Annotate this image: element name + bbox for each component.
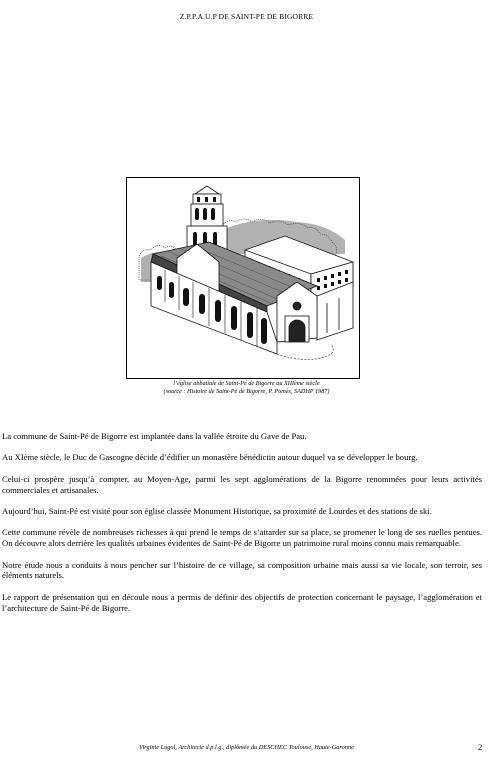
paragraph: Aujourd’hui, Saint-Pé est visité pour son église classée Monument Historique, sa proximité de Lourdes et des stations de ski. bbox=[2, 505, 432, 516]
page-header: Z.P.P.A.U.P DE SAINT-PE DE BIGORRE bbox=[179, 12, 314, 21]
page-number: 2 bbox=[478, 742, 483, 752]
paragraph: Le rapport de présentation qui en découle nous a permis de définir des objectifs de protection concernant le paysage, l’agglomération et l’architecture de Saint-Pé de Bigorre. bbox=[2, 591, 482, 613]
paragraph: Notre étude nous a conduits à nous pencher sur l’histoire de ce village, sa composition urbaine mais aussi sa vie locale, son terroir, ses éléments naturels. bbox=[2, 559, 482, 581]
figure-caption bbox=[100, 380, 393, 397]
abbey-church-drawing bbox=[127, 178, 359, 378]
caption-line-2: (source : Histoire de Saint-Pé de Bigorre, P. Pomès, SADHP 1987) bbox=[163, 388, 330, 396]
paragraph: Celui-ci prospère jusqu’à compter, au Moyen-Age, parmi les sept agglomérations de la Bigorre renommées pour leurs activités commerciales et artisanales. bbox=[2, 473, 482, 495]
paragraph: Au XIème siècle, le Duc de Gascogne décide d’édifier un monastère bénédictin autour duquel va se développer le bourg. bbox=[2, 452, 418, 463]
caption-line-1: l’église abbatiale de Saint-Pé de Bigorre au XIIIème siècle bbox=[173, 380, 320, 387]
paragraph: Cette commune révèle de nombreuses richesses à qui prend le temps de s’attarder sur sa place, se promener le long de ses ruelles pentues. On découvre alors derrière les qualités urbaines évidentes de Saint-Pé de Bigorre un patrimoine rural moins connu mais remarquable. bbox=[2, 527, 482, 549]
paragraph: La commune de Saint-Pé de Bigorre est implantée dans la vallée étroite du Gave de Pau. bbox=[2, 431, 307, 441]
footer-credit: Virginie Lugol, Architecte d.p.l.g., diplômée du DESCHEC Toulouse, Haute-Garonne bbox=[139, 744, 354, 751]
abbey-church-illustration bbox=[126, 177, 360, 379]
body-text bbox=[2, 431, 482, 624]
